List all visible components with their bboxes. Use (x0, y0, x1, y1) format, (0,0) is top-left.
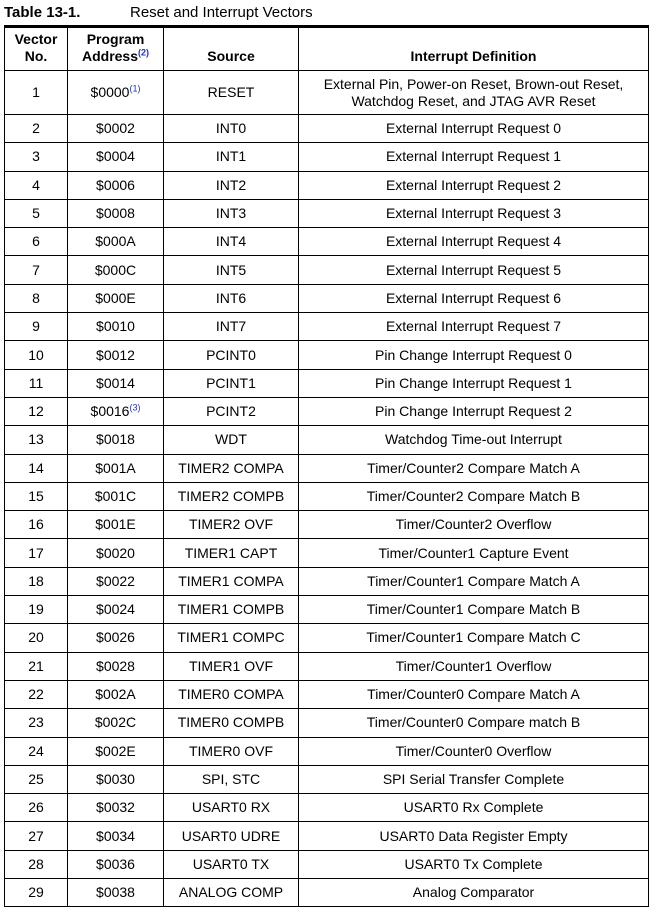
footnote-link[interactable]: (2) (138, 47, 150, 58)
cell-program-address (68, 709, 164, 737)
cell-source: INT6 (164, 284, 299, 312)
cell-interrupt-definition: External Interrupt Request 7 (299, 313, 649, 341)
table-row (5, 313, 649, 341)
header-interrupt-definition: Interrupt Definition (299, 27, 649, 71)
cell-vector-no: 14 (5, 454, 68, 482)
address-value: $0034 (96, 827, 135, 844)
cell-interrupt-definition: External Interrupt Request 0 (299, 115, 649, 143)
cell-program-address (68, 426, 164, 454)
address-value: $000E (95, 289, 136, 306)
cell-source: USART0 RX (164, 794, 299, 822)
table-row (5, 879, 649, 907)
address-value: $000A (95, 233, 136, 250)
cell-vector-no: 20 (5, 624, 68, 652)
cell-interrupt-definition: Timer/Counter0 Compare Match A (299, 680, 649, 708)
cell-vector-no: 1 (5, 71, 68, 115)
cell-source: INT2 (164, 171, 299, 199)
table-row (5, 794, 649, 822)
cell-vector-no: 11 (5, 369, 68, 397)
cell-interrupt-definition: Timer/Counter2 Overflow (299, 511, 649, 539)
cell-interrupt-definition (299, 71, 649, 115)
table-row (5, 850, 649, 878)
cell-interrupt-definition: Timer/Counter0 Compare match B (299, 709, 649, 737)
cell-source: TIMER1 COMPA (164, 567, 299, 595)
table-row (5, 737, 649, 765)
table-row (5, 539, 649, 567)
address-value: $0026 (96, 629, 135, 646)
cell-interrupt-definition: External Interrupt Request 2 (299, 171, 649, 199)
cell-interrupt-definition: External Interrupt Request 5 (299, 256, 649, 284)
cell-source: INT1 (164, 143, 299, 171)
cell-vector-no: 28 (5, 850, 68, 878)
address-value: $0012 (96, 346, 135, 363)
address-value: $0030 (96, 770, 135, 787)
cell-source: INT5 (164, 256, 299, 284)
cell-vector-no: 19 (5, 596, 68, 624)
cell-interrupt-definition: Watchdog Time-out Interrupt (299, 426, 649, 454)
address-value: $0014 (96, 374, 135, 391)
table-row (5, 709, 649, 737)
cell-source: INT7 (164, 313, 299, 341)
cell-interrupt-definition: Timer/Counter0 Overflow (299, 737, 649, 765)
table-row (5, 256, 649, 284)
table-row (5, 341, 649, 369)
cell-vector-no: 6 (5, 228, 68, 256)
cell-program-address (68, 171, 164, 199)
cell-interrupt-definition: Timer/Counter2 Compare Match A (299, 454, 649, 482)
cell-source: TIMER0 OVF (164, 737, 299, 765)
cell-source: RESET (164, 71, 299, 115)
cell-source: PCINT1 (164, 369, 299, 397)
cell-vector-no: 12 (5, 397, 68, 425)
table-row (5, 199, 649, 227)
table-row (5, 369, 649, 397)
cell-vector-no: 5 (5, 199, 68, 227)
cell-interrupt-definition: Timer/Counter1 Compare Match A (299, 567, 649, 595)
address-value: $001A (95, 459, 136, 476)
address-value: $001E (95, 516, 136, 533)
table-caption (4, 3, 313, 23)
cell-interrupt-definition: Timer/Counter1 Compare Match C (299, 624, 649, 652)
address-value: $001C (94, 488, 137, 504)
address-value: $0020 (96, 544, 135, 561)
cell-program-address (68, 199, 164, 227)
header-program-address: Program Address$^{(2)}$ (68, 27, 164, 71)
cell-interrupt-definition: External Interrupt Request 1 (299, 143, 649, 171)
cell-vector-no: 17 (5, 539, 68, 567)
table-row (5, 511, 649, 539)
cell-interrupt-definition: USART0 Rx Complete (299, 794, 649, 822)
cell-program-address (68, 397, 164, 425)
address-value: $0018 (96, 431, 135, 448)
cell-program-address (68, 822, 164, 850)
table-row (5, 765, 649, 793)
cell-source: PCINT0 (164, 341, 299, 369)
cell-interrupt-definition: Analog Comparator (299, 879, 649, 907)
cell-vector-no: 3 (5, 143, 68, 171)
cell-vector-no: 22 (5, 680, 68, 708)
cell-program-address (68, 256, 164, 284)
definition-line: External Pin, Power-on Reset, Brown-out Reset, (323, 75, 624, 92)
cell-vector-no: 4 (5, 171, 68, 199)
address-value: $0032 (96, 799, 135, 816)
cell-vector-no: 16 (5, 511, 68, 539)
cell-program-address (68, 850, 164, 878)
cell-vector-no: 10 (5, 341, 68, 369)
cell-program-address (68, 511, 164, 539)
cell-program-address (68, 765, 164, 793)
cell-vector-no: 15 (5, 482, 68, 510)
cell-source: TIMER1 COMPC (164, 624, 299, 652)
header-vector-no: Vector No. (5, 27, 68, 71)
address-value: $002C (94, 714, 137, 731)
cell-interrupt-definition: USART0 Tx Complete (299, 850, 649, 878)
cell-program-address (68, 737, 164, 765)
cell-source: SPI, STC (164, 765, 299, 793)
interrupt-vector-table (4, 25, 649, 907)
cell-interrupt-definition: Pin Change Interrupt Request 2 (299, 397, 649, 425)
cell-interrupt-definition: Timer/Counter1 Capture Event (299, 539, 649, 567)
cell-source: TIMER1 OVF (164, 652, 299, 680)
cell-program-address (68, 143, 164, 171)
cell-interrupt-definition: External Interrupt Request 3 (299, 199, 649, 227)
cell-source: ANALOG COMP (164, 879, 299, 907)
table-title: Reset and Interrupt Vectors (130, 4, 313, 21)
address-value: $0010 (96, 318, 135, 335)
table-row (5, 624, 649, 652)
cell-program-address (68, 228, 164, 256)
address-value: $002E (95, 742, 136, 759)
table-row (5, 228, 649, 256)
address-value: $0024 (96, 601, 135, 618)
cell-program-address (68, 652, 164, 680)
cell-program-address (68, 596, 164, 624)
cell-source: WDT (164, 426, 299, 454)
cell-source: USART0 UDRE (164, 822, 299, 850)
table-row (5, 482, 649, 510)
cell-source: INT0 (164, 115, 299, 143)
address-value: $0022 (96, 572, 135, 589)
cell-interrupt-definition: Pin Change Interrupt Request 1 (299, 369, 649, 397)
cell-interrupt-definition: SPI Serial Transfer Complete (299, 765, 649, 793)
address-value: $000C (94, 261, 137, 278)
cell-program-address (68, 680, 164, 708)
cell-source: TIMER2 COMPA (164, 454, 299, 482)
cell-program-address (68, 482, 164, 510)
header-source: Source (164, 27, 299, 71)
cell-vector-no: 23 (5, 709, 68, 737)
cell-source: TIMER2 COMPB (164, 482, 299, 510)
cell-vector-no: 21 (5, 652, 68, 680)
cell-interrupt-definition: External Interrupt Request 6 (299, 284, 649, 312)
cell-program-address (68, 454, 164, 482)
address-value: $002A (95, 686, 136, 703)
cell-source: TIMER0 COMPA (164, 680, 299, 708)
cell-program-address (68, 341, 164, 369)
cell-interrupt-definition: USART0 Data Register Empty (299, 822, 649, 850)
cell-source: TIMER1 CAPT (164, 539, 299, 567)
cell-program-address (68, 71, 164, 115)
cell-program-address (68, 879, 164, 907)
cell-program-address (68, 284, 164, 312)
table-row (5, 680, 649, 708)
cell-program-address (68, 624, 164, 652)
cell-vector-no: 29 (5, 879, 68, 907)
cell-vector-no: 24 (5, 737, 68, 765)
cell-source: PCINT2 (164, 397, 299, 425)
table-row (5, 171, 649, 199)
cell-program-address (68, 115, 164, 143)
address-value: $0016 (90, 403, 130, 420)
table-row (5, 454, 649, 482)
table-row (5, 596, 649, 624)
cell-source: TIMER0 COMPB (164, 709, 299, 737)
cell-vector-no: 7 (5, 256, 68, 284)
cell-vector-no: 27 (5, 822, 68, 850)
cell-interrupt-definition: Timer/Counter1 Overflow (299, 652, 649, 680)
table-row (5, 822, 649, 850)
cell-interrupt-definition: Timer/Counter2 Compare Match B (299, 482, 649, 510)
table-row (5, 397, 649, 425)
cell-source: TIMER1 COMPB (164, 596, 299, 624)
cell-vector-no: 26 (5, 794, 68, 822)
cell-interrupt-definition: Timer/Counter1 Compare Match B (299, 596, 649, 624)
cell-program-address (68, 313, 164, 341)
address-value: $0038 (96, 884, 135, 901)
table-row (5, 426, 649, 454)
cell-program-address (68, 794, 164, 822)
address-value: $0036 (96, 855, 135, 872)
address-value: $0002 (96, 120, 135, 137)
cell-source: INT3 (164, 199, 299, 227)
table-row (5, 284, 649, 312)
cell-vector-no: 13 (5, 426, 68, 454)
cell-vector-no: 2 (5, 115, 68, 143)
address-value: $0004 (96, 148, 135, 165)
table-number: Table 13-1. (4, 4, 81, 21)
cell-source: TIMER2 OVF (164, 511, 299, 539)
table-row (5, 115, 649, 143)
cell-source: INT4 (164, 228, 299, 256)
cell-source: USART0 TX (164, 850, 299, 878)
cell-vector-no: 9 (5, 313, 68, 341)
cell-program-address (68, 539, 164, 567)
cell-vector-no: 18 (5, 567, 68, 595)
cell-program-address (68, 567, 164, 595)
table-row (5, 71, 649, 115)
footnote-link[interactable]: (3) (129, 402, 141, 413)
address-value: $0000 (90, 84, 130, 100)
address-value: $0008 (96, 205, 135, 222)
cell-vector-no: 25 (5, 765, 68, 793)
footnote-link[interactable]: (1) (129, 83, 141, 94)
table-row (5, 652, 649, 680)
table-row (5, 143, 649, 171)
cell-vector-no: 8 (5, 284, 68, 312)
cell-program-address (68, 369, 164, 397)
cell-interrupt-definition: Pin Change Interrupt Request 0 (299, 341, 649, 369)
cell-interrupt-definition: External Interrupt Request 4 (299, 228, 649, 256)
table-row (5, 567, 649, 595)
address-value: $0006 (96, 176, 135, 193)
table-header-row (5, 27, 649, 71)
definition-line: Watchdog Reset, and JTAG AVR Reset (351, 92, 596, 109)
address-value: $0028 (96, 657, 135, 674)
